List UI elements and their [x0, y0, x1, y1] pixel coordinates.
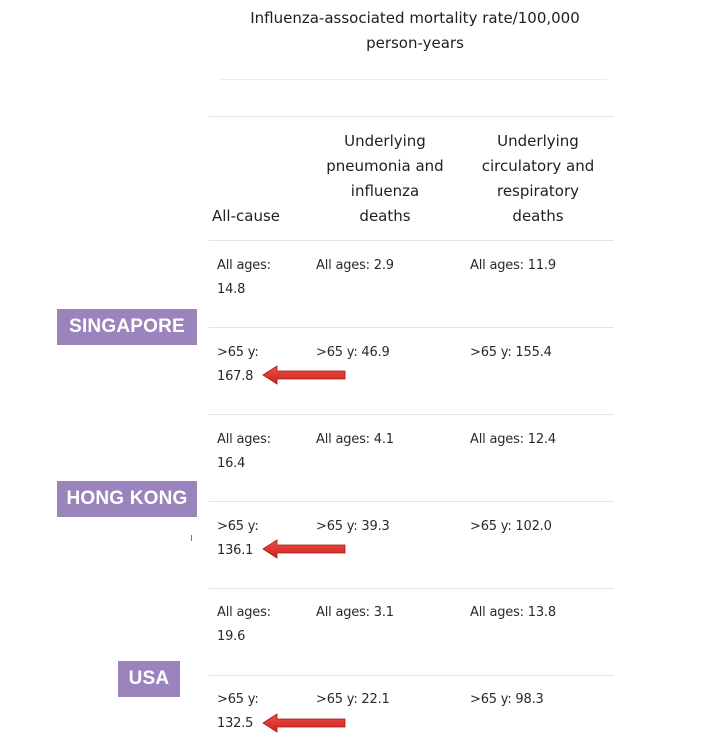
column-header-line: deaths: [512, 207, 564, 225]
column-header-line: pneumonia and: [326, 157, 444, 175]
column-header-line: respiratory: [496, 182, 580, 200]
table-cell-circulatory: >65 y: 155.4: [470, 345, 552, 360]
table-title: [215, 6, 615, 56]
cell-value: 136.1: [217, 543, 254, 558]
column-header-all-cause: [212, 204, 280, 229]
column-header-line: influenza: [350, 182, 420, 200]
table-title-line-2: person-years: [366, 34, 464, 52]
column-header-all-cause-label: All-cause: [212, 207, 280, 225]
country-label-usa: USA: [118, 661, 180, 697]
table-cell-all-cause: [217, 254, 271, 302]
table-cell-all-cause: [217, 428, 271, 476]
table-cell-circulatory: All ages: 13.8: [470, 605, 556, 620]
table-cell-circulatory: All ages: 12.4: [470, 432, 556, 447]
cell-line: >65 y:: [217, 692, 259, 707]
row-divider: [209, 588, 614, 589]
left-arrow-icon: [262, 713, 346, 733]
scan-artifact: [191, 535, 192, 541]
country-label-hong-kong: HONG KONG: [57, 481, 197, 517]
column-header-line: Underlying: [497, 132, 579, 150]
cell-value: 167.8: [217, 369, 254, 384]
table-cell-circulatory: All ages: 11.9: [470, 258, 556, 273]
cell-line: All ages:: [217, 432, 271, 447]
cell-value: 14.8: [217, 282, 246, 297]
table-cell-pneumonia: All ages: 2.9: [316, 258, 394, 273]
row-divider: [209, 327, 614, 328]
table-cell-all-cause: [217, 515, 259, 563]
country-label-singapore: SINGAPORE: [57, 309, 197, 345]
cell-value: 19.6: [217, 629, 246, 644]
left-arrow-icon: [262, 539, 346, 559]
cell-value: 16.4: [217, 456, 246, 471]
table-cell-pneumonia: >65 y: 22.1: [316, 692, 390, 707]
row-divider: [209, 675, 614, 676]
table-cell-all-cause: [217, 601, 271, 649]
column-header-line: Underlying: [344, 132, 426, 150]
table-title-line-1: Influenza-associated mortality rate/100,000: [250, 9, 580, 27]
cell-value: 132.5: [217, 716, 254, 731]
table-cell-all-cause: [217, 341, 259, 389]
left-arrow-icon: [262, 365, 346, 385]
column-header-line: circulatory and: [481, 157, 595, 175]
header-top-rule: [209, 116, 614, 117]
cell-line: >65 y:: [217, 519, 259, 534]
column-header-circulatory: [460, 129, 616, 229]
table-cell-pneumonia: All ages: 3.1: [316, 605, 394, 620]
table-cell-pneumonia: >65 y: 39.3: [316, 519, 390, 534]
table-cell-pneumonia: >65 y: 46.9: [316, 345, 390, 360]
cell-line: >65 y:: [217, 345, 259, 360]
table-cell-all-cause: [217, 688, 259, 736]
cell-line: All ages:: [217, 258, 271, 273]
cell-line: All ages:: [217, 605, 271, 620]
table-cell-circulatory: >65 y: 102.0: [470, 519, 552, 534]
table-cell-pneumonia: All ages: 4.1: [316, 432, 394, 447]
title-divider: [221, 79, 607, 80]
row-divider: [209, 501, 614, 502]
row-divider: [209, 414, 614, 415]
table-cell-circulatory: >65 y: 98.3: [470, 692, 544, 707]
column-header-line: deaths: [359, 207, 411, 225]
column-header-pneumonia: [306, 129, 464, 229]
header-bottom-rule: [209, 240, 614, 241]
